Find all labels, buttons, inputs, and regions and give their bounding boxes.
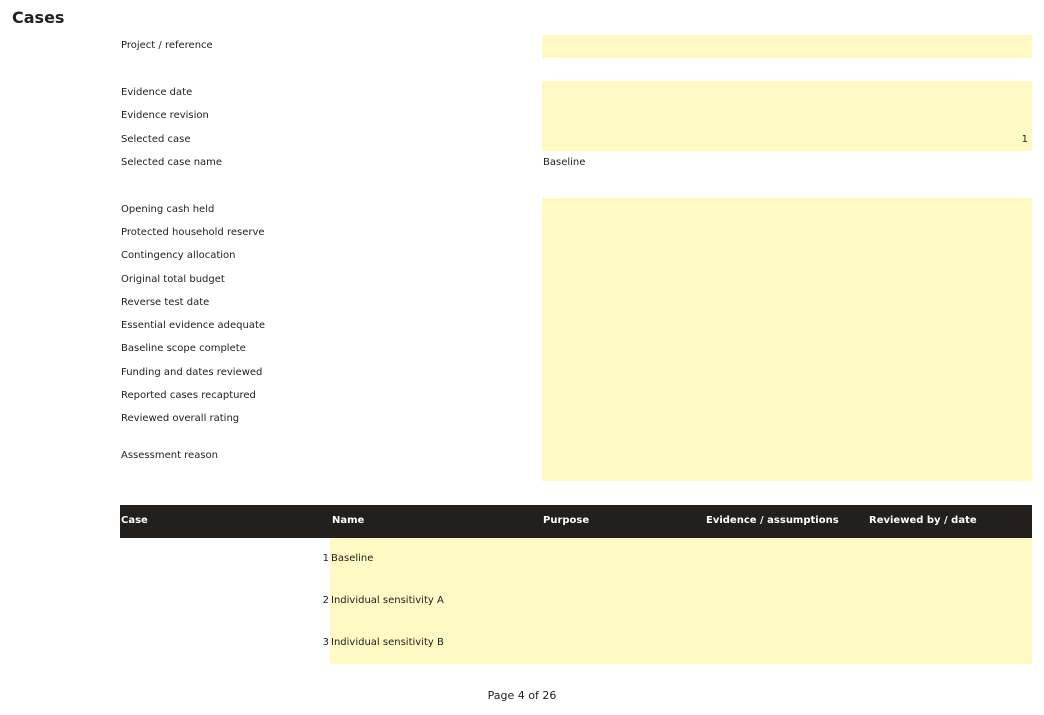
case-reviewed-cell[interactable] bbox=[869, 580, 1032, 622]
case-number-cell: 2 bbox=[322, 595, 329, 606]
project-reference-label: Project / reference bbox=[121, 40, 213, 51]
case-name-cell[interactable]: Individual sensitivity B bbox=[331, 637, 444, 648]
selected-case-value: 1 bbox=[1021, 134, 1028, 145]
essential-evidence-adequate-label: Essential evidence adequate bbox=[121, 320, 266, 331]
protected-household-reserve-label: Protected household reserve bbox=[121, 227, 265, 238]
reverse-test-date-label: Reverse test date bbox=[121, 297, 210, 308]
column-header-reviewed: Reviewed by / date bbox=[869, 515, 977, 526]
review-input-block bbox=[542, 198, 1032, 481]
reviewed-overall-rating-input[interactable] bbox=[542, 407, 1032, 432]
selected-case-name-value: Baseline bbox=[543, 157, 586, 168]
contingency-allocation-label: Contingency allocation bbox=[121, 250, 236, 261]
case-reviewed-cell[interactable] bbox=[869, 622, 1032, 664]
selected-case-label: Selected case bbox=[121, 134, 191, 145]
column-header-purpose: Purpose bbox=[543, 515, 590, 526]
project-reference-input[interactable] bbox=[542, 35, 1032, 58]
contingency-allocation-input[interactable] bbox=[542, 244, 1032, 268]
original-total-budget-input[interactable] bbox=[542, 268, 1032, 291]
case-reviewed-cell[interactable] bbox=[869, 538, 1032, 580]
column-header-name: Name bbox=[332, 515, 365, 526]
baseline-scope-complete-label: Baseline scope complete bbox=[121, 343, 246, 354]
evidence-input-block bbox=[542, 81, 1032, 151]
protected-household-reserve-input[interactable] bbox=[542, 221, 1032, 244]
evidence-revision-label: Evidence revision bbox=[121, 110, 209, 121]
opening-cash-held-input[interactable] bbox=[542, 198, 1032, 221]
assessment-reason-input[interactable] bbox=[542, 432, 1032, 481]
case-evidence-cell[interactable] bbox=[706, 622, 869, 664]
cases-table-header bbox=[120, 505, 1032, 538]
case-name-cell[interactable]: Individual sensitivity A bbox=[331, 595, 444, 606]
case-purpose-cell[interactable] bbox=[543, 622, 706, 664]
case-number-cell: 1 bbox=[322, 553, 329, 564]
case-number-cell: 3 bbox=[322, 637, 329, 648]
funding-and-dates-reviewed-input[interactable] bbox=[542, 361, 1032, 384]
reported-cases-recaptured-input[interactable] bbox=[542, 384, 1032, 407]
page-title: Cases bbox=[12, 8, 65, 27]
baseline-scope-complete-input[interactable] bbox=[542, 337, 1032, 361]
table-row bbox=[120, 538, 1032, 580]
evidence-revision-input[interactable] bbox=[542, 104, 1032, 127]
evidence-date-input[interactable] bbox=[542, 81, 1032, 104]
column-header-evidence: Evidence / assumptions bbox=[706, 515, 839, 526]
reverse-test-date-input[interactable] bbox=[542, 291, 1032, 314]
table-row bbox=[120, 580, 1032, 622]
evidence-date-label: Evidence date bbox=[121, 87, 193, 98]
opening-cash-held-label: Opening cash held bbox=[121, 204, 215, 215]
case-evidence-cell[interactable] bbox=[706, 538, 869, 580]
original-total-budget-label: Original total budget bbox=[121, 274, 225, 285]
page-number: Page 4 of 26 bbox=[487, 689, 557, 702]
selected-case-input[interactable] bbox=[542, 127, 1032, 151]
column-header-case: Case bbox=[121, 515, 148, 526]
assessment-reason-label: Assessment reason bbox=[121, 450, 219, 461]
case-purpose-cell[interactable] bbox=[543, 580, 706, 622]
case-name-cell[interactable]: Baseline bbox=[331, 553, 374, 564]
case-evidence-cell[interactable] bbox=[706, 580, 869, 622]
funding-and-dates-reviewed-label: Funding and dates reviewed bbox=[121, 367, 263, 378]
reported-cases-recaptured-label: Reported cases recaptured bbox=[121, 390, 256, 401]
table-row bbox=[120, 622, 1032, 664]
reviewed-overall-rating-label: Reviewed overall rating bbox=[121, 413, 240, 424]
selected-case-name-label: Selected case name bbox=[121, 157, 223, 168]
case-purpose-cell[interactable] bbox=[543, 538, 706, 580]
essential-evidence-adequate-input[interactable] bbox=[542, 314, 1032, 337]
